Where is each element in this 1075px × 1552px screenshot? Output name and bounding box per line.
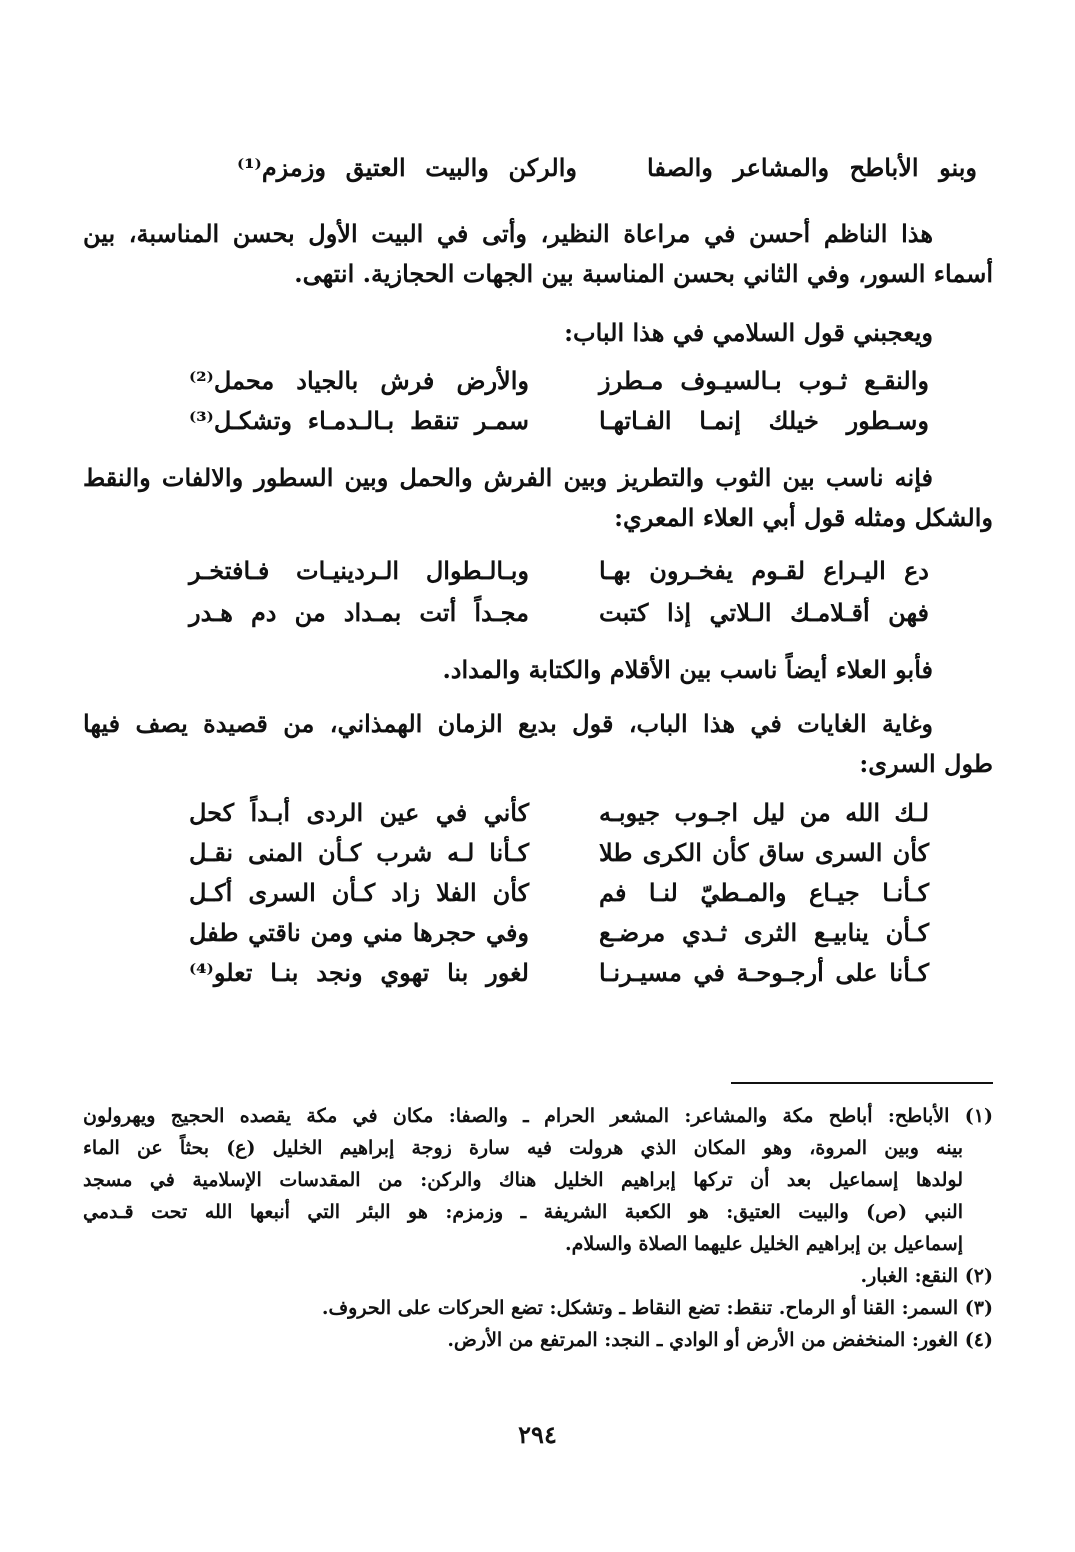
verse-line — [189, 918, 929, 958]
second-hemistich: كأن الفلا زاد كـأن السرى أكـل — [189, 878, 529, 907]
footnote-line: (٣) السمر: القنا أو الرماح. تنقط: تضع النقاط ـ وتشكل: تضع الحركات على الحروف. — [321, 1297, 993, 1319]
text-line: أسماء السور، وفي الثاني بحسن المناسبة بين الجهات الحجازية. انتهى. — [294, 259, 993, 288]
text-line: والشكل ومثله قول أبي العلاء المعري: — [614, 503, 993, 532]
text-line: فإنه ناسب بين الثوب والتطريز وبين الفرش والحمل وبين السطور والالفات والنقط — [83, 463, 933, 492]
second-hemistich: لغور بنا تهوي ونجد بنـا تعلو⁽⁴⁾ — [189, 958, 529, 987]
text-line: فأبو العلاء أيضاً ناسب بين الأقلام والكتابة والمداد. — [442, 655, 933, 684]
paragraph — [83, 704, 993, 784]
footnote-line: (٤) الغور: المنخفض من الأرض أو الوادي ـ النجد: المرتفع من الأرض. — [447, 1329, 993, 1351]
footnote-separator — [731, 1082, 993, 1084]
second-hemistich: والركن والبيت العتيق وزمزم⁽¹⁾ — [237, 153, 577, 182]
text-line: وغاية الغايات في هذا الباب، قول بديع الزمان الهمذاني، من قصيدة يصف فيها — [83, 709, 933, 738]
second-hemistich: كـأنا لـه شرب كـأن المنى نقـل — [189, 838, 529, 867]
footnote-line: النبي (ص) والبيت العتيق: هو الكعبة الشريفة ـ وزمزم: هو البئر التي أنبعها الله تحت قـدمي — [83, 1201, 963, 1223]
first-hemistich: والنقـع ثـوب بـالسيـوف مـطرز — [599, 366, 929, 395]
verse-line — [189, 406, 929, 446]
verse-line — [189, 556, 929, 596]
paragraph — [83, 214, 993, 294]
footnote-line: (٢) النقع: الغبار. — [860, 1265, 993, 1287]
footnote-line: إسماعيل بن إبراهيم الخليل عليهما الصلاة والسلام. — [565, 1233, 963, 1255]
second-hemistich: والأرض فرش بالجياد محمل⁽²⁾ — [189, 366, 529, 395]
second-hemistich: وفي حجرها مني ومن ناقتي طفل — [189, 918, 529, 947]
text-line: هذا الناظم أحسن في مراعاة النظير، وأتى في البيت الأول بحسن المناسبة، بين — [83, 219, 933, 248]
second-hemistich: وبـالـطوال الـردينيـات فـافتخـر — [189, 556, 529, 585]
footnote-line: (١) الأباطح: أباطح مكة والمشاعر: المشعر الحرام ـ والصفا: مكان في مكة يقصده الحجيج ويهرولون — [83, 1105, 993, 1127]
first-hemistich: لـك الله من ليل اجـوب جيوبـه — [599, 798, 929, 827]
second-hemistich: مجـداً أتت بمـداد من دم هـدر — [189, 598, 529, 627]
text-line: طول السرى: — [859, 749, 993, 778]
first-hemistich: وبنو الأباطح والمشاعر والصفا — [647, 153, 977, 182]
verse-line — [189, 366, 929, 406]
footnote-line: لولدها إسماعيل بعد أن تركها إبراهيم الخليل هناك والركن: من المقدسات الإسلامية في مسجد — [83, 1169, 963, 1191]
verse-line — [189, 798, 929, 838]
verse-line — [189, 958, 929, 998]
footnotes — [83, 1100, 993, 1356]
second-hemistich: كأني في عين الردى أبـداً كحل — [189, 798, 529, 827]
footnote-line: بينه وبين المروة، وهو المكان الذي هرولت فيه سارة زوجة إبراهيم الخليل (ع) بحثاً عن الماء — [83, 1137, 963, 1159]
first-hemistich: كأن السرى ساق كأن الكرى طلا — [599, 838, 929, 867]
paragraph — [83, 458, 993, 538]
verse-line — [237, 153, 977, 193]
first-hemistich: كـأنـا جيـاع والمـطيّ لنـا فم — [599, 878, 929, 907]
paragraph — [83, 650, 993, 690]
first-hemistich: فهن أقـلامـك الـلاتي إذا كتبت — [599, 598, 929, 627]
first-hemistich: كـأنا على أرجـوحـة في مسيـرنـا — [599, 958, 929, 987]
paragraph — [83, 313, 993, 353]
first-hemistich: كـأن ينابيـع الثرى ثـدي مرضـع — [599, 918, 929, 947]
second-hemistich: سمـر تنقط بـالـدمـاء وتشكـل⁽³⁾ — [189, 406, 529, 435]
verse-line — [189, 878, 929, 918]
page-number: ٢٩٤ — [518, 1420, 557, 1449]
text-line: ويعجبني قول السلامي في هذا الباب: — [564, 318, 933, 347]
verse-line — [189, 598, 929, 638]
first-hemistich: دع اليـراع لقـوم يفخـرون بهـا — [599, 556, 929, 585]
verse-line — [189, 838, 929, 878]
first-hemistich: وسـطور خيلك إنمـا الفـاتهـا — [599, 406, 929, 435]
